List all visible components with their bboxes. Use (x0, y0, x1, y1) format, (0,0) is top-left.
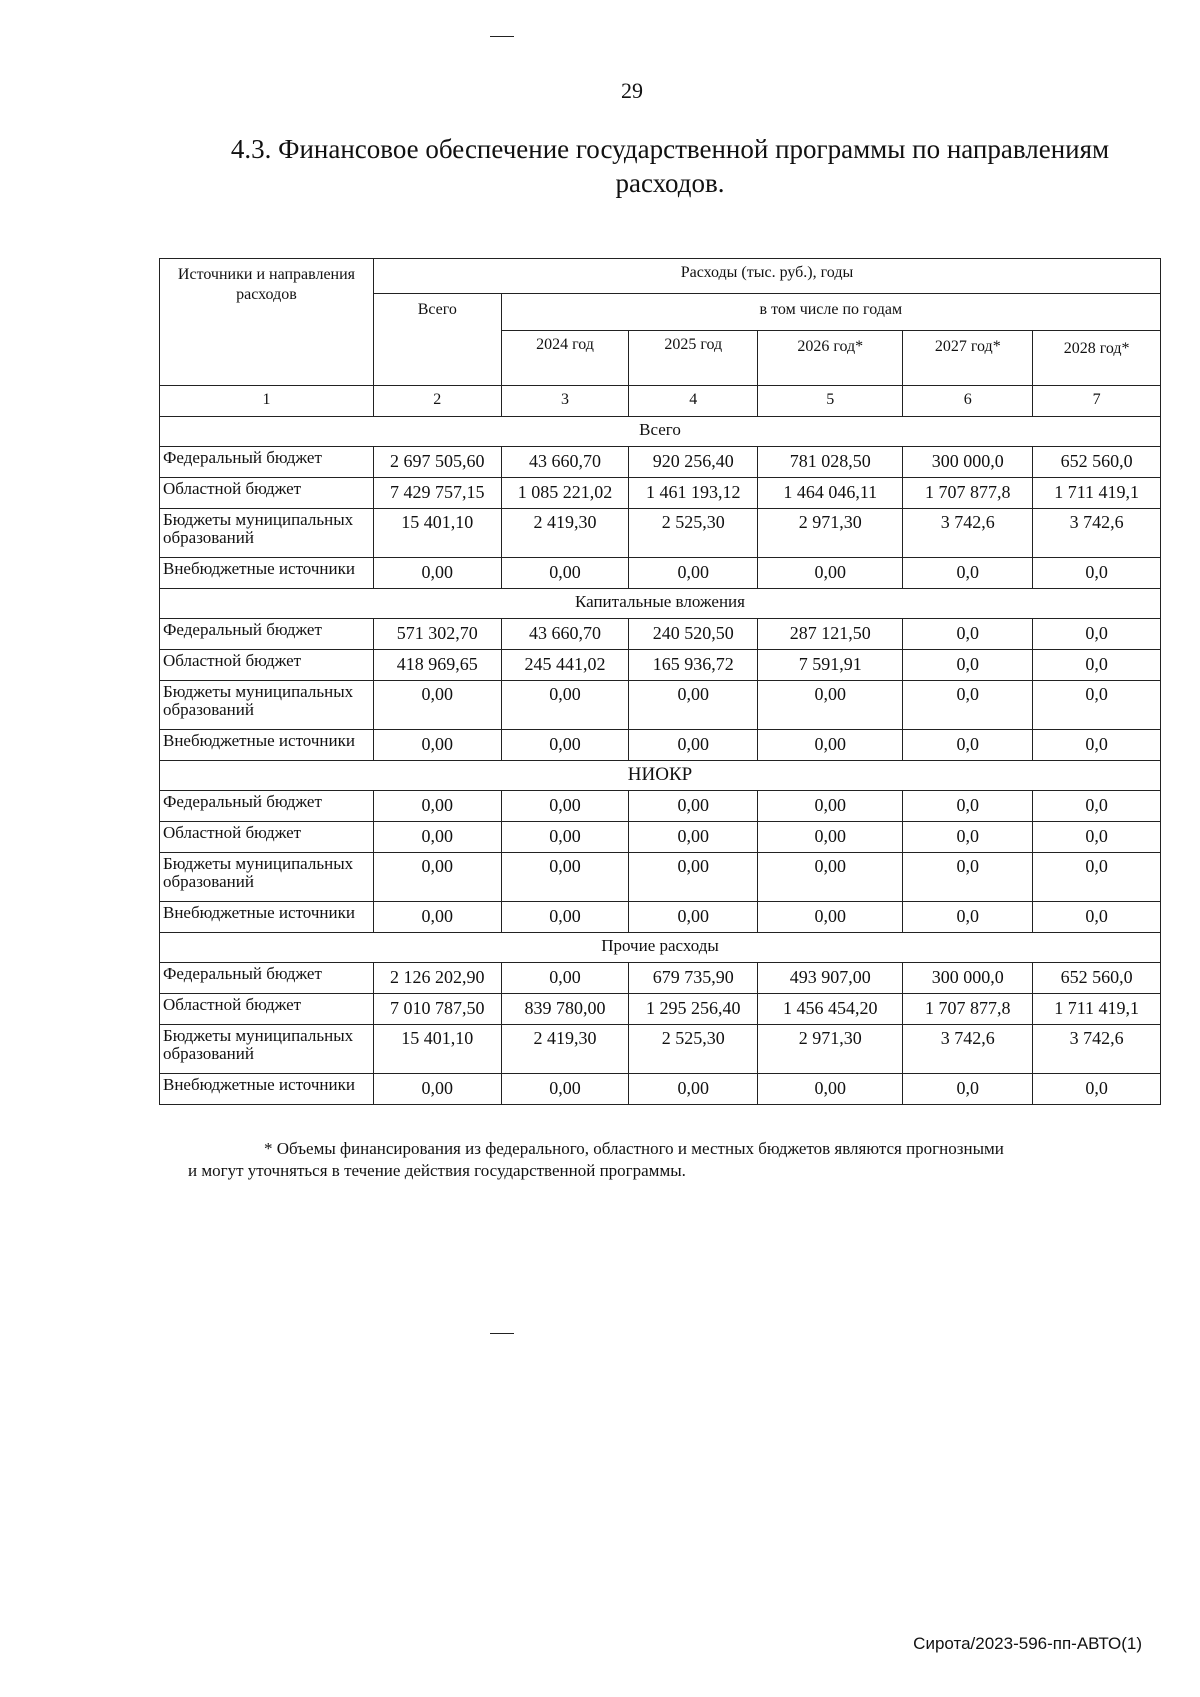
row-value: 418 969,65 (373, 650, 501, 681)
section-heading: Капитальные вложения (160, 589, 1161, 619)
row-value: 15 401,10 (373, 1025, 501, 1074)
row-label: Бюджеты муниципальных образований (160, 853, 374, 902)
row-value: 0,0 (1033, 650, 1161, 681)
table-row (160, 902, 1161, 933)
row-value: 2 525,30 (629, 1025, 758, 1074)
row-value: 0,00 (501, 963, 629, 994)
row-value: 0,0 (1033, 681, 1161, 730)
footnote-line-1: * Объемы финансирования из федерального, областного и местных бюджетов являются прогнозными (264, 1139, 1004, 1158)
table-row (160, 1025, 1161, 1074)
row-value: 2 419,30 (501, 1025, 629, 1074)
bottom-dash (490, 1333, 514, 1334)
row-value: 2 525,30 (629, 509, 758, 558)
header-expenses: Расходы (тыс. руб.), годы (373, 259, 1160, 294)
row-value: 0,0 (1033, 853, 1161, 902)
row-label: Внебюджетные источники (160, 902, 374, 933)
row-value: 3 742,6 (903, 1025, 1033, 1074)
header-year-2027: 2027 год* (903, 331, 1033, 386)
row-value: 0,00 (373, 853, 501, 902)
row-value: 0,00 (758, 822, 903, 853)
top-dash (490, 36, 514, 37)
row-label: Областной бюджет (160, 994, 374, 1025)
row-value: 0,00 (758, 791, 903, 822)
section-title (190, 132, 1150, 200)
row-value: 0,0 (903, 558, 1033, 589)
row-value: 781 028,50 (758, 447, 903, 478)
row-value: 1 707 877,8 (903, 478, 1033, 509)
row-value: 0,0 (903, 902, 1033, 933)
row-value: 0,00 (373, 681, 501, 730)
row-value: 43 660,70 (501, 447, 629, 478)
row-label: Бюджеты муниципальных образований (160, 1025, 374, 1074)
row-value: 0,00 (758, 902, 903, 933)
row-value: 3 742,6 (1033, 1025, 1161, 1074)
page-number: 29 (621, 78, 643, 103)
row-value: 652 560,0 (1033, 963, 1161, 994)
row-value: 3 742,6 (903, 509, 1033, 558)
row-value: 7 010 787,50 (373, 994, 501, 1025)
row-value: 1 085 221,02 (501, 478, 629, 509)
table-row (160, 619, 1161, 650)
row-value: 1 711 419,1 (1033, 478, 1161, 509)
row-value: 0,00 (758, 730, 903, 761)
row-value: 2 971,30 (758, 1025, 903, 1074)
row-value: 0,0 (903, 730, 1033, 761)
row-value: 0,0 (1033, 822, 1161, 853)
row-value: 0,00 (629, 822, 758, 853)
row-value: 0,00 (501, 558, 629, 589)
row-value: 0,00 (629, 681, 758, 730)
table-row (160, 558, 1161, 589)
row-label: Федеральный бюджет (160, 791, 374, 822)
row-value: 165 936,72 (629, 650, 758, 681)
col-number-7: 7 (1033, 386, 1161, 417)
row-value: 0,00 (501, 681, 629, 730)
row-value: 0,00 (758, 681, 903, 730)
row-label: Федеральный бюджет (160, 963, 374, 994)
table-row (160, 478, 1161, 509)
row-value: 0,00 (501, 853, 629, 902)
row-value: 0,00 (758, 1074, 903, 1105)
section-heading: Всего (160, 417, 1161, 447)
row-label: Внебюджетные источники (160, 558, 374, 589)
row-value: 3 742,6 (1033, 509, 1161, 558)
row-label: Бюджеты муниципальных образований (160, 509, 374, 558)
table-row (160, 994, 1161, 1025)
row-value: 0,00 (629, 730, 758, 761)
table-row (160, 730, 1161, 761)
row-value: 0,00 (373, 902, 501, 933)
row-value: 0,00 (373, 730, 501, 761)
row-value: 652 560,0 (1033, 447, 1161, 478)
table-row (160, 509, 1161, 558)
row-value: 300 000,0 (903, 963, 1033, 994)
row-label: Областной бюджет (160, 822, 374, 853)
row-value: 0,0 (1033, 902, 1161, 933)
row-value: 679 735,90 (629, 963, 758, 994)
header-year-2025: 2025 год (629, 331, 758, 386)
title-line-1: 4.3. Финансовое обеспечение государственной программы по направлениям (230, 134, 1110, 164)
row-value: 0,0 (1033, 1074, 1161, 1105)
row-value: 1 295 256,40 (629, 994, 758, 1025)
row-value: 920 256,40 (629, 447, 758, 478)
section-heading: Прочие расходы (160, 933, 1161, 963)
table-row (160, 1074, 1161, 1105)
row-value: 0,0 (1033, 791, 1161, 822)
row-value: 2 419,30 (501, 509, 629, 558)
row-label: Внебюджетные источники (160, 1074, 374, 1105)
col-number-1: 1 (160, 386, 374, 417)
row-value: 7 429 757,15 (373, 478, 501, 509)
row-value: 300 000,0 (903, 447, 1033, 478)
row-value: 0,00 (373, 1074, 501, 1105)
header-total: Всего (373, 294, 501, 386)
row-value: 0,00 (758, 853, 903, 902)
row-value: 839 780,00 (501, 994, 629, 1025)
row-value: 0,0 (903, 822, 1033, 853)
header-source: Источники и направления расходов (160, 259, 374, 386)
row-value: 2 697 505,60 (373, 447, 501, 478)
row-value: 0,00 (629, 791, 758, 822)
row-value: 571 302,70 (373, 619, 501, 650)
row-value: 240 520,50 (629, 619, 758, 650)
row-value: 0,00 (373, 791, 501, 822)
financing-table (159, 258, 1161, 1105)
row-value: 0,00 (501, 791, 629, 822)
row-value: 0,00 (629, 853, 758, 902)
row-label: Федеральный бюджет (160, 619, 374, 650)
col-number-2: 2 (373, 386, 501, 417)
row-label: Областной бюджет (160, 650, 374, 681)
footnote-line-2: и могут уточняться в течение действия государственной программы. (188, 1161, 686, 1180)
section-heading: НИОКР (160, 761, 1161, 791)
row-label: Областной бюджет (160, 478, 374, 509)
row-value: 1 711 419,1 (1033, 994, 1161, 1025)
row-value: 15 401,10 (373, 509, 501, 558)
row-value: 2 971,30 (758, 509, 903, 558)
col-number-6: 6 (903, 386, 1033, 417)
header-year-2026: 2026 год* (758, 331, 903, 386)
row-label: Бюджеты муниципальных образований (160, 681, 374, 730)
row-value: 0,0 (903, 853, 1033, 902)
col-number-4: 4 (629, 386, 758, 417)
row-value: 0,00 (758, 558, 903, 589)
row-label: Внебюджетные источники (160, 730, 374, 761)
row-value: 245 441,02 (501, 650, 629, 681)
col-number-5: 5 (758, 386, 903, 417)
row-value: 0,00 (501, 1074, 629, 1105)
row-value: 0,00 (373, 558, 501, 589)
table-row (160, 853, 1161, 902)
title-line-2: расходов. (615, 168, 725, 198)
table-row (160, 681, 1161, 730)
row-value: 0,00 (629, 558, 758, 589)
row-value: 0,0 (1033, 558, 1161, 589)
table-row (160, 791, 1161, 822)
row-value: 0,00 (501, 730, 629, 761)
row-value: 1 461 193,12 (629, 478, 758, 509)
table-row (160, 650, 1161, 681)
document-code: Сирота/2023-596-пп-АВТО(1) (913, 1634, 1142, 1653)
footnote (188, 1138, 1148, 1182)
row-label: Федеральный бюджет (160, 447, 374, 478)
row-value: 1 464 046,11 (758, 478, 903, 509)
row-value: 493 907,00 (758, 963, 903, 994)
col-number-3: 3 (501, 386, 629, 417)
row-value: 0,00 (629, 1074, 758, 1105)
row-value: 0,0 (903, 791, 1033, 822)
row-value: 0,0 (1033, 730, 1161, 761)
row-value: 0,0 (903, 650, 1033, 681)
row-value: 1 456 454,20 (758, 994, 903, 1025)
row-value: 0,00 (373, 822, 501, 853)
row-value: 0,00 (501, 822, 629, 853)
row-value: 0,00 (501, 902, 629, 933)
row-value: 0,0 (903, 619, 1033, 650)
row-value: 0,0 (903, 681, 1033, 730)
table-row (160, 963, 1161, 994)
table-row (160, 447, 1161, 478)
row-value: 287 121,50 (758, 619, 903, 650)
row-value: 7 591,91 (758, 650, 903, 681)
header-by-year: в том числе по годам (501, 294, 1160, 331)
row-value: 2 126 202,90 (373, 963, 501, 994)
header-year-2028: 2028 год* (1033, 331, 1161, 386)
table-row (160, 822, 1161, 853)
row-value: 0,00 (629, 902, 758, 933)
row-value: 43 660,70 (501, 619, 629, 650)
header-year-2024: 2024 год (501, 331, 629, 386)
row-value: 0,0 (903, 1074, 1033, 1105)
row-value: 0,0 (1033, 619, 1161, 650)
row-value: 1 707 877,8 (903, 994, 1033, 1025)
